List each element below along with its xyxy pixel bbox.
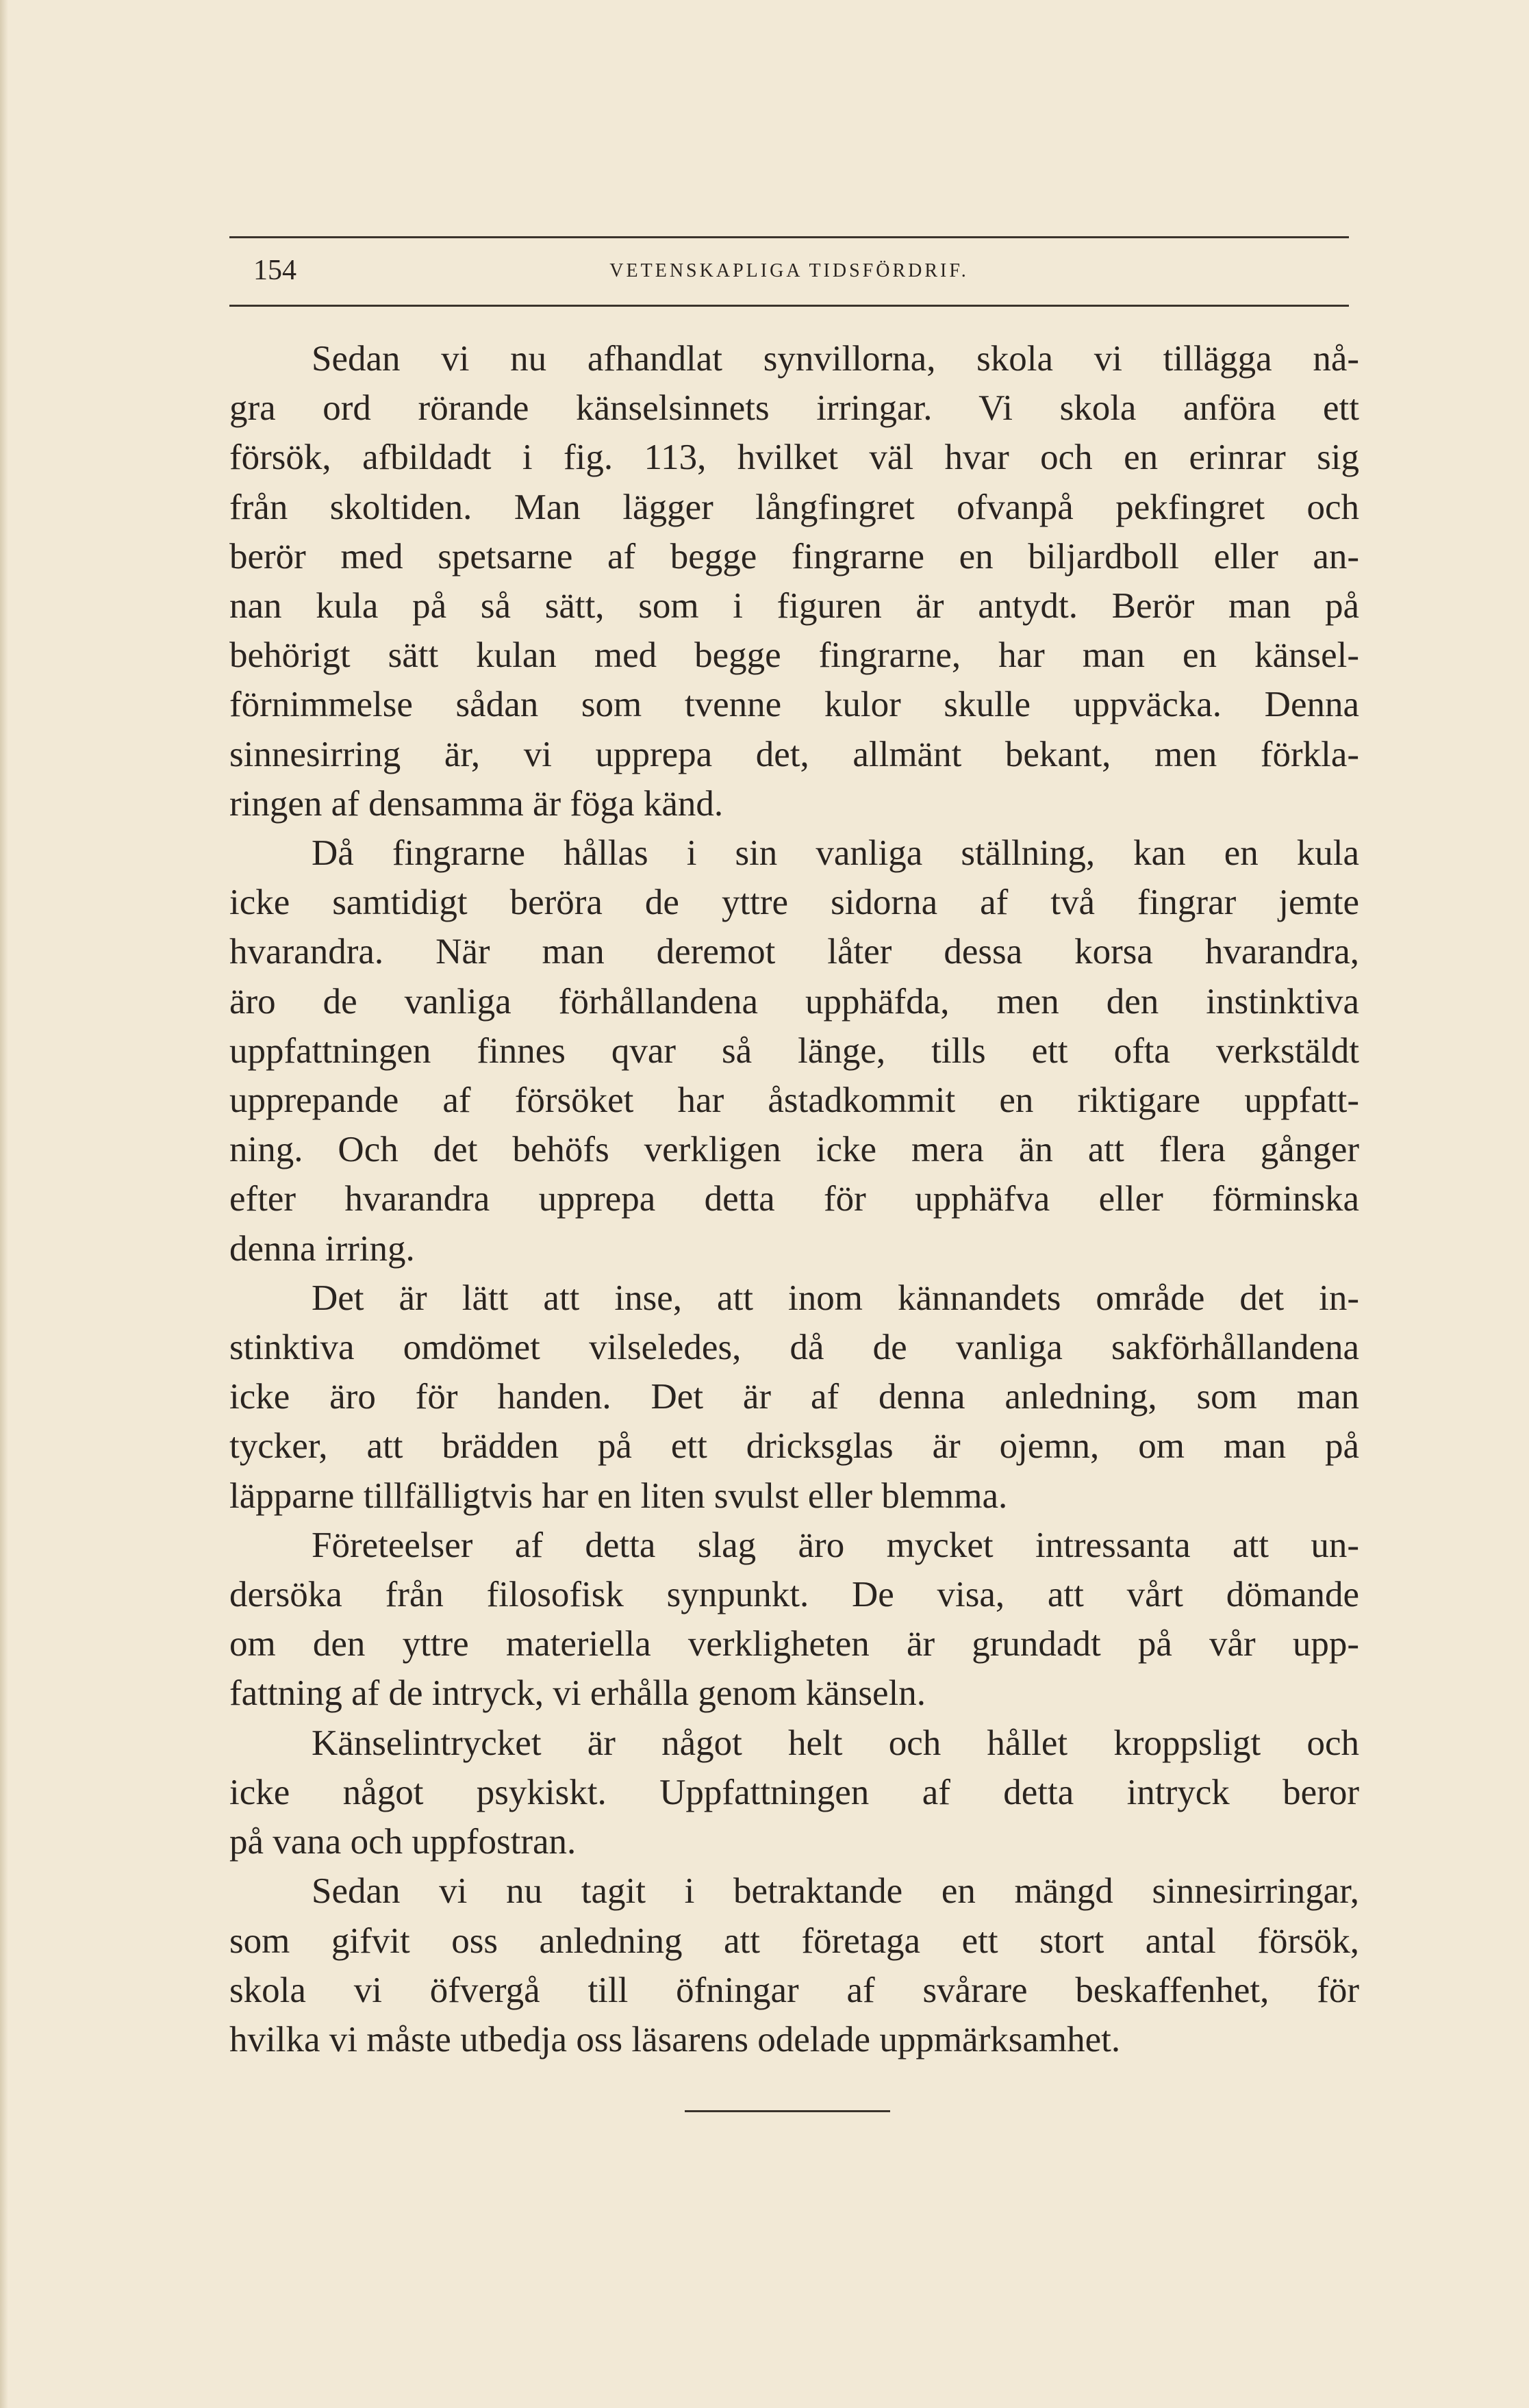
page-edge-shadow: [0, 0, 8, 2408]
text-line: äro de vanliga förhållandena upphäfda, men den instinktiva: [229, 981, 1359, 1022]
text-line: Det är lätt att inse, att inom kännandets område det in-: [312, 1278, 1359, 1318]
text-line: tycker, att brädden på ett dricksglas är ojemn, om man på: [229, 1426, 1359, 1467]
text-line: stinktiva omdömet vilseledes, då de vanliga sakförhållandena: [229, 1328, 1359, 1368]
text-line: sinnesirring är, vi upprepa det, allmänt bekant, men förkla-: [229, 734, 1359, 774]
text-line: Känselintrycket är något helt och hållet kroppsligt och: [312, 1723, 1359, 1763]
text-line: ringen af densamma är föga känd.: [229, 783, 724, 824]
text-line: gra ord rörande känselsinnets irringar. Vi skola anföra ett: [229, 388, 1359, 429]
text-line: på vana och uppfostran.: [229, 1822, 577, 1862]
text-line: hvilka vi måste utbedja oss läsarens odelade uppmärksamhet.: [229, 2019, 1121, 2060]
paragraph: [229, 334, 1359, 828]
text-line: behörigt sätt kulan med begge fingrarne, har man en känsel-: [229, 635, 1359, 676]
text-line: icke samtidigt beröra de yttre sidorna af två fingrar jemte: [229, 883, 1359, 923]
paragraph: [229, 1273, 1359, 1521]
text-line: denna irring.: [229, 1228, 415, 1269]
text-line: förnimmelse sådan som tvenne kulor skulle uppväcka. Denna: [229, 685, 1359, 725]
end-rule: [685, 2110, 890, 2112]
text-line: uppfattningen finnes qvar så länge, tills ett ofta verkstäldt: [229, 1030, 1359, 1071]
text-line: om den yttre materiella verkligheten är grundadt på vår upp-: [229, 1624, 1359, 1664]
text-line: upprepande af försöket har åstadkommit en riktigare uppfatt-: [229, 1080, 1359, 1121]
text-line: Då fingrarne hållas i sin vanliga ställning, kan en kula: [312, 833, 1359, 874]
text-line: skola vi öfvergå till öfningar af svårare beskaffenhet, för: [229, 1970, 1359, 2010]
running-title: VETENSKAPLIGA TIDSFÖRDRIF.: [609, 260, 969, 281]
paragraph: [229, 828, 1359, 1273]
text-line: ning. Och det behöfs verkligen icke mera än att flera gånger: [229, 1130, 1359, 1170]
text-line: Företeelser af detta slag äro mycket intressanta att un-: [312, 1525, 1359, 1565]
page-number: 154: [253, 255, 296, 286]
header-rule-bottom: [229, 305, 1349, 307]
text-line: som gifvit oss anledning att företaga ett stort antal försök,: [229, 1921, 1359, 1961]
text-line: läpparne tillfälligtvis har en liten svulst eller blemma.: [229, 1475, 1008, 1516]
text-line: nan kula på så sätt, som i figuren är antydt. Berör man på: [229, 586, 1359, 626]
text-line: berör med spetsarne af begge fingrarne en biljardboll eller an-: [229, 536, 1359, 576]
text-line: Sedan vi nu tagit i betraktande en mängd sinnesirringar,: [312, 1871, 1359, 1912]
text-line: icke äro för handen. Det är af denna anledning, som man: [229, 1377, 1359, 1417]
page-header: [229, 236, 1349, 312]
text-line: dersöka från filosofisk synpunkt. De visa, att vårt dömande: [229, 1575, 1359, 1615]
text-line: från skoltiden. Man lägger långfingret ofvanpå pekfingret och: [229, 487, 1359, 527]
header-rule-top: [229, 236, 1349, 238]
text-line: fattning af de intryck, vi erhålla genom känseln.: [229, 1673, 926, 1714]
paragraph: [229, 1866, 1359, 2064]
text-line: icke något psykiskt. Uppfattningen af detta intryck beror: [229, 1772, 1359, 1812]
paragraph: [229, 1521, 1359, 1719]
text-line: försök, afbildadt i fig. 113, hvilket väl hvar och en erinrar sig: [229, 438, 1359, 478]
body-text: [229, 334, 1359, 2064]
paragraph: [229, 1719, 1359, 1867]
text-line: Sedan vi nu afhandlat synvillorna, skola vi tillägga nå-: [312, 339, 1359, 379]
text-line: efter hvarandra upprepa detta för upphäfva eller förminska: [229, 1179, 1359, 1219]
text-line: hvarandra. När man deremot låter dessa korsa hvarandra,: [229, 932, 1359, 972]
